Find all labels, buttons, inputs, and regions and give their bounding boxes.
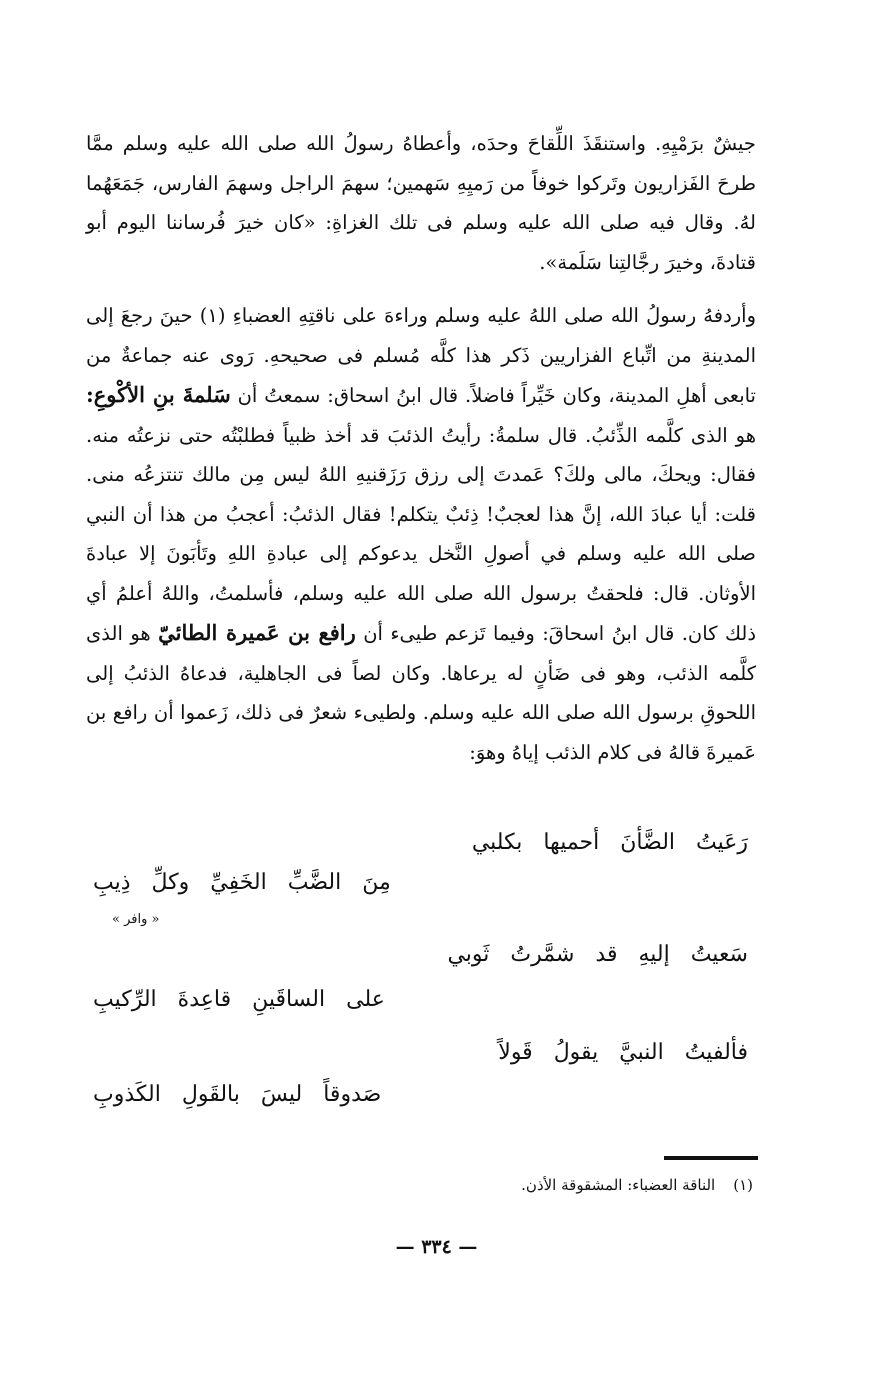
- verse-3-first-hemistich: فألفيتُ النبيَّ يقولُ قَولاً: [498, 1040, 748, 1065]
- paragraph-2-part-1: وأردفهُ رسولُ الله صلى اللهُ عليه وسلم وراءهَ على ناقتِهِ العضباءِ (١) حينَ رجعَ إلى المدينةِ من اتِّباع الفزاريين ذَكر هذا كلَّه مُسلم فى صحيحهِ. رَوى عنه جماعةٌ من تابعى أهلِ المدينة، وكان خَيِّراً فاضلاً. قال ابنُ اسحاق: سمعتُ أن: [86, 304, 757, 407]
- name-rafi-ibn-umayra: رافع بن عَميرة الطائيّ: [158, 620, 356, 645]
- footnote-text: الناقة العضباء: المشقوقة الأذن.: [521, 1176, 716, 1194]
- footnote: [521, 1176, 753, 1194]
- paragraph-2-part-2: هو الذى كلَّمه الذِّئبُ. قال سلمةُ: رأيتُ الذئبَ قد أخذ ظبياً فطلبْتُه حتى نزعتُه منه. فقال: ويحكَ، مالى ولكَ؟ عَمدتَ إلى رزق رَزَقنيهِ اللهُ ليس مِن مالك تنتزعُه منى. قلت: أيا عبادَ الله، إنَّ هذا لعجبٌ! ذِئبٌ يتكلم! فقال الذئبُ: أعجبُ من هذا أن النبي صلى الله عليه وسلم في أصولِ النَّخل يدعوكم إلى عبادةِ اللهِ وتَأبَونَ إلا عبادةَ الأوثان. قال: فلحقتُ برسول الله صلى الله عليه وسلم، فأسلمتُ، واللهُ أعلمُ أي ذلك كان. قال ابنُ اسحاقَ: وفيما تَزعم طيىء أن: [86, 423, 757, 645]
- paragraph-2-part-3: هو الذى كلَّمه الذئب، وهو فى ضَأنٍ له يرعاها. وكان لصاً فى الجاهلية، فدعاهُ الذئبُ إلى اللحوقِ برسول الله صلى الله عليه وسلم. ولطيىء شعرٌ فى ذلك، زَعموا أن رافع بن عَميرةَ قالهُ فى كلام الذئب إياهُ وهوَ:: [86, 622, 756, 764]
- footnote-divider: [664, 1156, 758, 1160]
- verse-2-first-hemistich: سَعيتُ إليهِ قد شمَّرتُ ثَوبي: [447, 942, 748, 967]
- verse-1-first-hemistich: رَعَيتُ الضَّأنَ أحميها بكلبي: [471, 830, 748, 855]
- footnote-number: (١): [733, 1176, 753, 1194]
- name-salama-ibn-al-akwa: سَلمةَ بنِ الأكْوعِ:: [86, 382, 231, 407]
- poem-meter-label: « وافر »: [112, 912, 160, 927]
- verse-1-second-hemistich: مِنَ الضَّبِّ الخَفِيِّ وكلِّ ذِيبِ: [93, 870, 391, 895]
- page-number: — ٣٣٤ —: [395, 1236, 478, 1258]
- verse-3-second-hemistich: صَدوقاً ليسَ بالقَولِ الكَذوبِ: [93, 1082, 382, 1107]
- paragraph-1: جيشٌ برَمْيِهِ. واستنقَذَ اللِّقاحَ وحدَه، وأعطاهُ رسولُ الله صلى الله عليه وسلم ممَّا طرحَ الفَزاريون وتَركوا خوفاً من رَميِهِ سَهمين؛ سهمَ الراجل وسهمَ الفارس، جَمَعَهُما لهُ. وقال فيه صلى الله عليه وسلم فى تلك الغزاةِ: «كان خيرَ فُرساننا اليوم أبو قتادةَ، وخيرَ رجَّالتِنا سَلَمة».: [86, 132, 756, 274]
- paragraph-2: [86, 296, 756, 772]
- verse-2-second-hemistich: على الساقَينِ قاعِدةَ الرِّكيبِ: [93, 987, 385, 1012]
